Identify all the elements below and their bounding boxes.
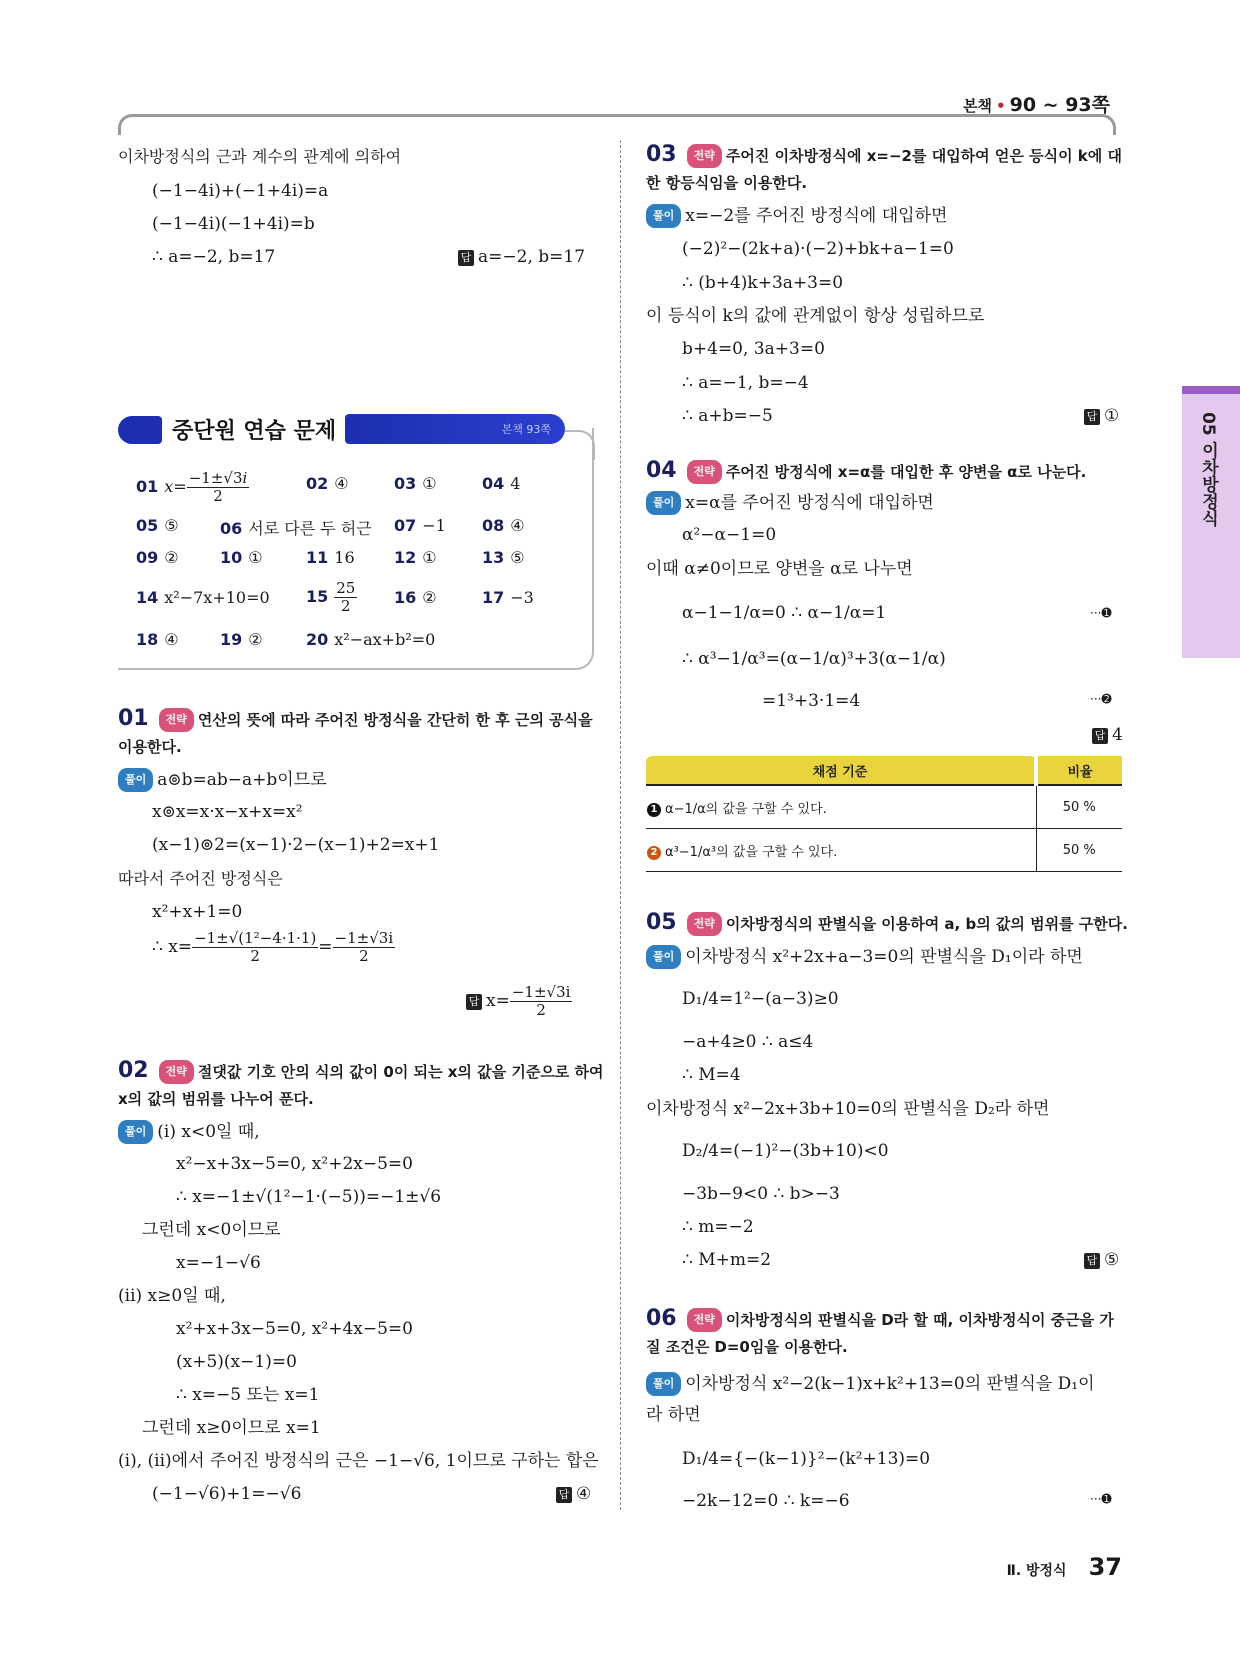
chapter-label: Ⅱ. 방정식	[1006, 1563, 1067, 1579]
math-line: (ii) x≥0일 때,	[118, 1286, 226, 1306]
math-line: x²+x+1=0	[152, 902, 243, 922]
summary-item: 18 ④	[136, 630, 179, 649]
summary-item: 11 16	[306, 548, 355, 567]
answer: 답 a=−2, b=17	[458, 246, 585, 268]
problem-01-header: 01 전략 연산의 뜻에 따라 주어진 방정식을 간단히 한 후 근의 공식을	[118, 706, 593, 731]
math-line: ∴ x=−5 또는 x=1	[176, 1385, 320, 1405]
summary-item: 02 ④	[306, 474, 349, 493]
problem-03-header: 03 전략 주어진 이차방정식에 x=−2를 대입하여 얻은 등식이 k에 대	[646, 142, 1122, 167]
chapter-side-tab	[1182, 386, 1240, 658]
summary-item: 03 ①	[394, 474, 437, 493]
answer-icon: 답	[1092, 728, 1108, 744]
solution-tag: 풀이	[646, 204, 681, 228]
math-line: ∴ a=−1, b=−4	[682, 373, 809, 393]
top-rule	[118, 114, 1116, 135]
text-line: 따라서 주어진 방정식은	[118, 869, 283, 888]
math-line: ∴ (b+4)k+3a+3=0	[682, 273, 844, 293]
summary-item: 14 x²−7x+10=0	[136, 588, 270, 607]
math-line: (x+5)(x−1)=0	[176, 1352, 297, 1372]
math-line: x⊚x=x·x−x+x=x²	[152, 802, 303, 822]
math-line: ∴ M=4	[682, 1065, 741, 1085]
bullet-dot-icon: •	[996, 97, 1006, 115]
summary-item: 19 ②	[220, 630, 263, 649]
page-footer	[1007, 1553, 1122, 1581]
math-line: −a+4≥0 ∴ a≤4	[682, 1032, 814, 1052]
math-line: D₂/4=(−1)²−(3b+10)<0	[682, 1141, 889, 1161]
scoring-table	[646, 756, 1122, 872]
answer: 답 x= $\frac{-1\pm√3i}{2}$	[466, 984, 572, 1019]
summary-item: 12 ①	[394, 548, 437, 567]
math-line: (−1−4i)(−1+4i)=b	[152, 214, 315, 234]
page-range: 90 ~ 93쪽	[1009, 94, 1110, 116]
solution-start: 풀이 이차방정식 x²−2(k−1)x+k²+13=0의 판별식을 D₁이	[646, 1372, 1095, 1396]
strategy-tag: 전략	[687, 912, 722, 936]
problem-06-header: 06 전략 이차방정식의 판별식을 D라 할 때, 이차방정식이 중근을 가	[646, 1306, 1114, 1331]
answer-icon: 답	[458, 250, 474, 266]
strategy-tag: 전략	[687, 1308, 722, 1332]
math-line: (i), (ii)에서 주어진 방정식의 근은 −1−√6, 1이므로 구하는 합은	[118, 1451, 599, 1471]
solution-tag: 풀이	[118, 1120, 153, 1144]
summary-item: 05 ⑤	[136, 516, 179, 535]
problem-04-header: 04 전략 주어진 방정식에 x=α를 대입한 후 양변을 α로 나눈다.	[646, 458, 1087, 483]
strategy-tag: 전략	[159, 1060, 194, 1084]
strategy-text: 이용한다.	[118, 738, 182, 756]
strategy-text: 한 항등식임을 이용한다.	[646, 174, 808, 192]
solution-start: 풀이 x=α를 주어진 방정식에 대입하면	[646, 491, 934, 515]
math-line: −3b−9<0 ∴ b>−3	[682, 1184, 840, 1204]
summary-band	[345, 414, 565, 444]
summary-item: 04 4	[482, 474, 521, 493]
math-line: 이차방정식 x²−2x+3b+10=0의 판별식을 D₂라 하면	[646, 1099, 1050, 1119]
table-header: 비율	[1036, 756, 1122, 785]
summary-item: 15 $\frac{25}{2}$	[306, 579, 356, 615]
solution-start: 풀이 이차방정식 x²+2x+a−3=0의 판별식을 D₁이라 하면	[646, 945, 1083, 969]
summary-item: 20 x²−ax+b²=0	[306, 630, 436, 649]
math-line: x²−x+3x−5=0, x²+2x−5=0	[176, 1154, 413, 1174]
solution-tag: 풀이	[646, 491, 681, 515]
summary-item: 08 ④	[482, 516, 525, 535]
summary-item: 06 서로 다른 두 허근	[220, 519, 372, 538]
math-line: ∴ x= $\frac{\text{−1±√(1²−4·1·1)}}{2}$ = $\frac{-1\pm√3i}{2}$	[152, 929, 394, 965]
math-line: ∴ a=−2, b=17	[152, 247, 276, 267]
math-line: 그런데 x≥0이므로 x=1	[142, 1418, 321, 1438]
solution-tag: 풀이	[118, 768, 153, 792]
summary-item: 13 ⑤	[482, 548, 525, 567]
math-line: ∴ m=−2	[682, 1217, 754, 1237]
step-1-icon: 1	[647, 803, 661, 817]
summary-title: 중단원 연습 문제	[172, 419, 337, 444]
summary-item: 07 −1	[394, 516, 446, 535]
solution-start: 풀이 (i) x<0일 때,	[118, 1120, 260, 1144]
answer-icon: 답	[466, 994, 482, 1010]
strategy-tag: 전략	[159, 708, 194, 732]
table-header: 채점 기준	[646, 756, 1036, 785]
column-divider	[620, 140, 621, 1510]
math-line: 이 등식이 k의 값에 관계없이 항상 성립하므로	[646, 306, 985, 326]
summary-item: 16 ②	[394, 588, 437, 607]
step-2-icon: 2	[647, 846, 661, 860]
math-line: ∴ M+m=2	[682, 1250, 772, 1270]
math-line: 그런데 x<0이므로	[142, 1220, 281, 1240]
math-line: ∴ α³−1/α³=(α−1/α)³+3(α−1/α)	[682, 649, 946, 669]
step-marker-2: ···➋	[1090, 692, 1112, 706]
solution-start: 풀이 x=−2를 주어진 방정식에 대입하면	[646, 204, 947, 228]
summary-item: 10 ①	[220, 548, 263, 567]
math-line: α−1−1/α=0 ∴ α−1/α=1	[682, 603, 887, 623]
table-row: 1 α−1/α의 값을 구할 수 있다. 50 %	[646, 785, 1122, 829]
table-row: 2 α³−1/α³의 값을 구할 수 있다. 50 %	[646, 829, 1122, 872]
math-line: =1³+3·1=4	[762, 691, 861, 711]
problem-02-header: 02 전략 절댓값 기호 안의 식의 값이 0이 되는 x의 값을 기준으로 하여	[118, 1058, 604, 1083]
math-line: D₁/4=1²−(a−3)≥0	[682, 989, 839, 1009]
math-line: (−1−√6)+1=−√6	[152, 1484, 302, 1504]
math-line: b+4=0, 3a+3=0	[682, 339, 825, 359]
math-line: ∴ a+b=−5	[682, 406, 773, 426]
answer-icon: 답	[1084, 1253, 1100, 1269]
problem-05-header: 05 전략 이차방정식의 판별식을 이용하여 a, b의 값의 범위를 구한다.	[646, 910, 1128, 935]
answer: 답 ④	[556, 1483, 591, 1505]
math-line: (−1−4i)+(−1+4i)=a	[152, 181, 329, 201]
answer-icon: 답	[556, 1487, 572, 1503]
book-label: 본책	[963, 97, 993, 115]
math-line: −2k−12=0 ∴ k=−6	[682, 1491, 850, 1511]
math-line: (−2)²−(2k+a)·(−2)+bk+a−1=0	[682, 239, 954, 259]
text-line: 라 하면	[646, 1405, 701, 1425]
page-reference	[963, 90, 1110, 117]
summary-item: 09 ②	[136, 548, 179, 567]
summary-item: 17 −3	[482, 588, 534, 607]
strategy-tag: 전략	[687, 144, 722, 168]
summary-item: 01 x= $\frac{-1\pm√3i}{2}$	[136, 469, 248, 505]
math-line: (x−1)⊚2=(x−1)·2−(x−1)+2=x+1	[152, 835, 440, 855]
solution-tag: 풀이	[646, 945, 681, 969]
summary-ref: 본책 93쪽	[501, 423, 551, 436]
chapter-tab-label: 05 이차방정식	[1198, 412, 1218, 527]
summary-corner	[565, 430, 595, 460]
title-pill-icon	[118, 416, 162, 444]
math-line: x=−1−√6	[176, 1253, 261, 1273]
strategy-text: 질 조건은 D=0임을 이용한다.	[646, 1338, 848, 1356]
math-line: α²−α−1=0	[682, 525, 777, 545]
answer: 답 ⑤	[1084, 1249, 1119, 1271]
math-line: x²+x+3x−5=0, x²+4x−5=0	[176, 1319, 413, 1339]
answer: 답 ①	[1084, 405, 1119, 427]
solution-start: 풀이 a⊚b=ab−a+b이므로	[118, 768, 327, 792]
solution-tag: 풀이	[646, 1372, 681, 1396]
math-line: D₁/4={−(k−1)}²−(k²+13)=0	[682, 1449, 931, 1469]
intro-text: 이차방정식의 근과 계수의 관계에 의하여	[118, 147, 402, 166]
step-marker-1: ···➊	[1090, 1492, 1112, 1506]
math-line: 이때 α≠0이므로 양변을 α로 나누면	[646, 559, 913, 579]
answer: 답 4	[1092, 724, 1123, 746]
step-marker-1: ···➊	[1090, 606, 1112, 620]
answer-icon: 답	[1084, 409, 1100, 425]
strategy-tag: 전략	[687, 460, 722, 484]
math-line: ∴ x=−1±√(1²−1·(−5))=−1±√6	[176, 1187, 442, 1207]
page-number: 37	[1088, 1553, 1122, 1581]
strategy-text: x의 값의 범위를 나누어 푼다.	[118, 1090, 314, 1108]
